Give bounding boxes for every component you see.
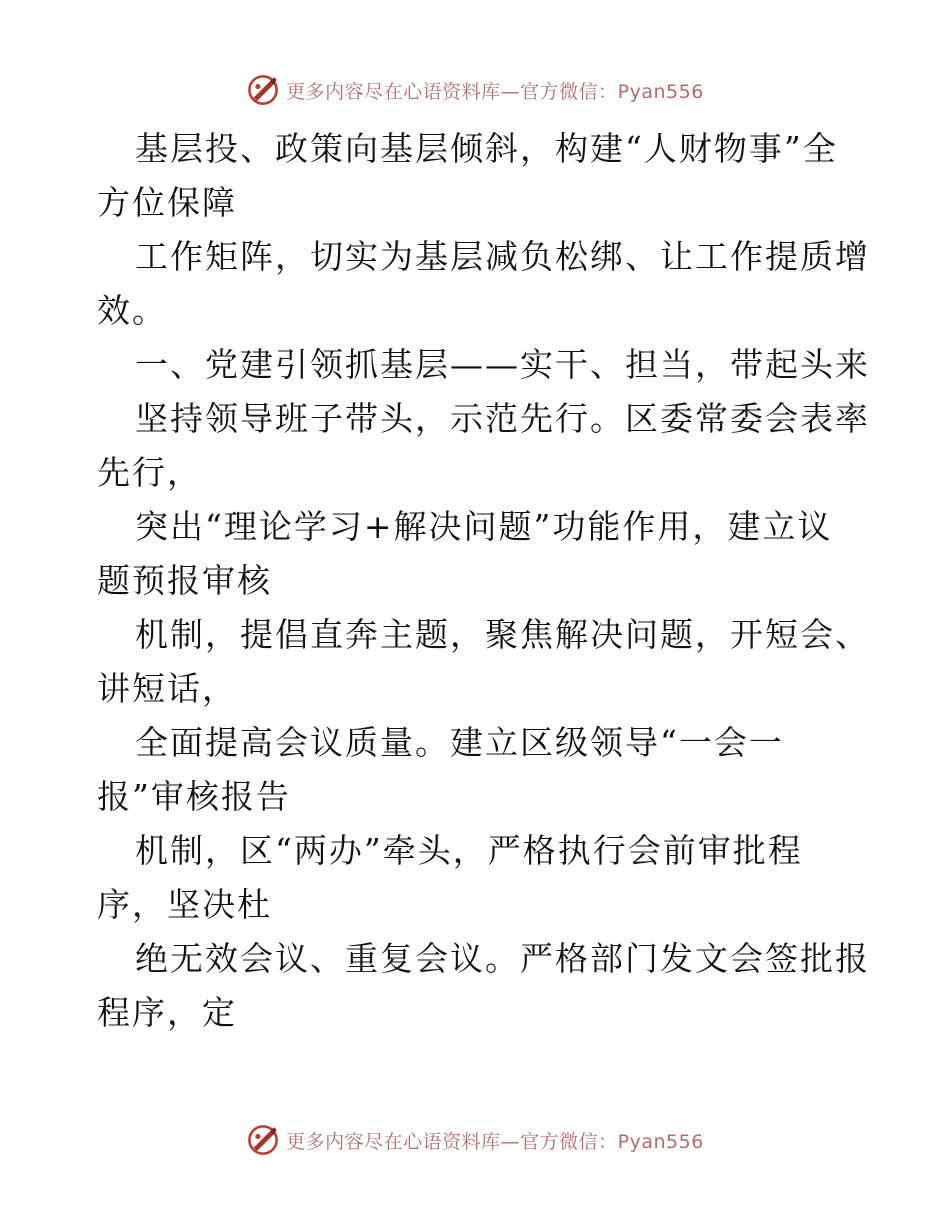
header-watermark bbox=[0, 70, 950, 110]
text-line: 讲短话， bbox=[97, 669, 237, 708]
document-body bbox=[97, 122, 870, 1040]
text-line: 效。 bbox=[97, 291, 167, 330]
text-line: 工作矩阵，切实为基层减负松绑、让工作提质增 bbox=[135, 237, 870, 276]
text-line: 程序，定 bbox=[97, 993, 237, 1032]
text-line: 全面提高会议质量。建立区级领导“一会一 bbox=[135, 723, 784, 762]
text-line: 题预报审核 bbox=[97, 561, 272, 600]
text-line: 机制，提倡直奔主题，聚焦解决问题，开短会、 bbox=[135, 615, 870, 654]
text-line: 绝无效会议、重复会议。严格部门发文会签批报 bbox=[135, 939, 870, 978]
header-watermark-text: 更多内容尽在心语资料库—官方微信：Pyan556 bbox=[286, 80, 704, 103]
brand-logo-icon bbox=[246, 1123, 280, 1157]
brand-logo-icon bbox=[246, 73, 280, 107]
text-line: 机制，区“两办”牵头，严格执行会前审批程 bbox=[135, 831, 803, 870]
text-line: 序，坚决杜 bbox=[97, 885, 272, 924]
text-line: 坚持领导班子带头，示范先行。区委常委会表率 bbox=[135, 399, 870, 438]
footer-watermark bbox=[0, 1120, 950, 1160]
text-line: 基层投、政策向基层倾斜，构建“人财物事”全 bbox=[135, 129, 838, 168]
text-line: 突出“理论学习+解决问题”功能作用，建立议 bbox=[135, 507, 833, 546]
section-heading: 一、党建引领抓基层——实干、担当，带起头来 bbox=[135, 345, 870, 384]
footer-watermark-text: 更多内容尽在心语资料库—官方微信：Pyan556 bbox=[286, 1130, 704, 1153]
text-line: 先行， bbox=[97, 453, 202, 492]
text-line: 方位保障 bbox=[97, 183, 237, 222]
text-line: 报”审核报告 bbox=[97, 777, 291, 816]
